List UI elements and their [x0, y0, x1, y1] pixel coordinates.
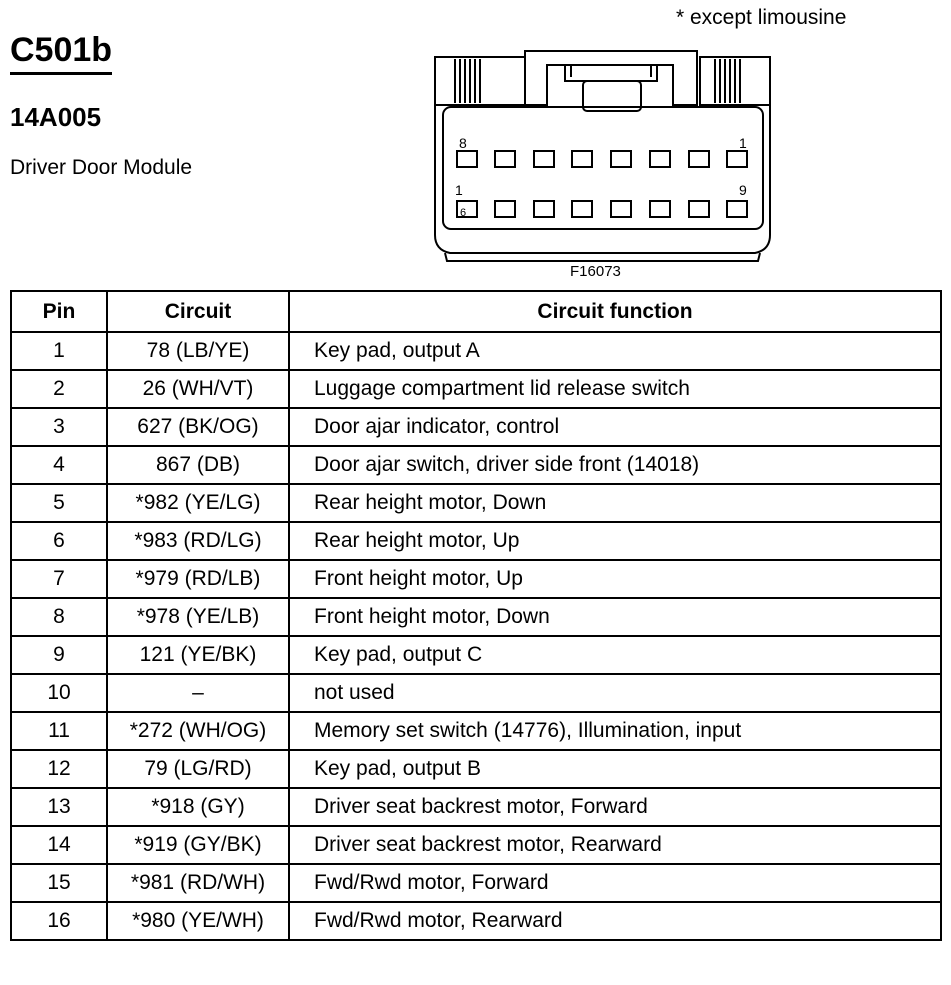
pin-number: 4: [11, 446, 107, 484]
pin-cavity: [689, 201, 709, 217]
pin-number: 1: [11, 332, 107, 370]
connector-face-diagram: [425, 45, 780, 263]
pin-cavity: [611, 201, 631, 217]
connector-id: C501b: [10, 30, 112, 75]
circuit-code: *918 (GY): [107, 788, 289, 826]
pin-cavity: [534, 151, 554, 167]
pin-number: 16: [11, 902, 107, 940]
pin-cavity: [689, 151, 709, 167]
pin-number: 14: [11, 826, 107, 864]
circuit-function: Key pad, output B: [289, 750, 941, 788]
circuit-code: 26 (WH/VT): [107, 370, 289, 408]
circuit-function: Door ajar indicator, control: [289, 408, 941, 446]
circuit-function: Front height motor, Down: [289, 598, 941, 636]
circuit-function: Fwd/Rwd motor, Rearward: [289, 902, 941, 940]
pin-number: 6: [11, 522, 107, 560]
pin-cavity: [727, 201, 747, 217]
pin-number: 13: [11, 788, 107, 826]
circuit-function: Door ajar switch, driver side front (14018): [289, 446, 941, 484]
part-number: 14A005: [10, 102, 102, 132]
circuit-code: *919 (GY/BK): [107, 826, 289, 864]
table-row: [11, 712, 941, 750]
table-row: [11, 788, 941, 826]
circuit-function: Front height motor, Up: [289, 560, 941, 598]
bottom-row-left-label: 1: [455, 182, 463, 198]
module-description: Driver Door Module: [10, 156, 193, 179]
circuit-function: Driver seat backrest motor, Forward: [289, 788, 941, 826]
table-row: [11, 674, 941, 712]
circuit-code: *979 (RD/LB): [107, 560, 289, 598]
locking-tab: [525, 51, 697, 105]
pin-number: 2: [11, 370, 107, 408]
figure-id: F16073: [570, 263, 621, 280]
table-row: [11, 750, 941, 788]
circuit-code: *980 (YE/WH): [107, 902, 289, 940]
top-row-left-label: 8: [459, 135, 467, 151]
pin-cavity: [650, 151, 670, 167]
pin-cavity: [534, 201, 554, 217]
circuit-code: *982 (YE/LG): [107, 484, 289, 522]
table-row: [11, 408, 941, 446]
pin-number: 7: [11, 560, 107, 598]
pin-cavity: [611, 151, 631, 167]
pin-cavity: [572, 201, 592, 217]
pin-number: 10: [11, 674, 107, 712]
circuit-function: Rear height motor, Up: [289, 522, 941, 560]
circuit-code: 867 (DB): [107, 446, 289, 484]
bottom-row-right-label: 9: [739, 182, 747, 198]
pin-number: 12: [11, 750, 107, 788]
circuit-function: not used: [289, 674, 941, 712]
header-circuit-function: Circuit function: [289, 291, 941, 332]
table-row: [11, 902, 941, 940]
table-row: [11, 522, 941, 560]
pin-number: 11: [11, 712, 107, 750]
circuit-code: 627 (BK/OG): [107, 408, 289, 446]
circuit-function: Fwd/Rwd motor, Forward: [289, 864, 941, 902]
top-row-right-label: 1: [739, 135, 747, 151]
header-pin: Pin: [11, 291, 107, 332]
pin-number: 9: [11, 636, 107, 674]
header-circuit: Circuit: [107, 291, 289, 332]
circuit-code: *983 (RD/LG): [107, 522, 289, 560]
circuit-function: Memory set switch (14776), Illumination, input: [289, 712, 941, 750]
circuit-code: *981 (RD/WH): [107, 864, 289, 902]
table-header-row: [11, 291, 941, 332]
pin-cavity: [572, 151, 592, 167]
pinout-table: [10, 290, 942, 941]
circuit-function: Luggage compartment lid release switch: [289, 370, 941, 408]
circuit-code: 78 (LB/YE): [107, 332, 289, 370]
circuit-code: 121 (YE/BK): [107, 636, 289, 674]
pin-cavity: [650, 201, 670, 217]
circuit-code: –: [107, 674, 289, 712]
pin-cavity: [495, 151, 515, 167]
pin-number: 8: [11, 598, 107, 636]
circuit-function: Driver seat backrest motor, Rearward: [289, 826, 941, 864]
connector-outer-shell: [435, 105, 770, 253]
table-row: [11, 864, 941, 902]
circuit-code: *978 (YE/LB): [107, 598, 289, 636]
table-row: [11, 598, 941, 636]
table-row: [11, 826, 941, 864]
circuit-code: *272 (WH/OG): [107, 712, 289, 750]
footnote-except-limousine: * except limousine: [676, 6, 847, 29]
bottom-row-left-sublabel: 6: [460, 207, 467, 219]
circuit-function: Key pad, output C: [289, 636, 941, 674]
pin-cavity: [457, 151, 477, 167]
connector-base-ridge: [445, 253, 760, 261]
circuit-function: Key pad, output A: [289, 332, 941, 370]
table-row: [11, 446, 941, 484]
pin-cavity: [727, 151, 747, 167]
pin-cavity: [495, 201, 515, 217]
pin-number: 15: [11, 864, 107, 902]
table-row: [11, 370, 941, 408]
circuit-function: Rear height motor, Down: [289, 484, 941, 522]
pin-number: 3: [11, 408, 107, 446]
circuit-code: 79 (LG/RD): [107, 750, 289, 788]
pin-number: 5: [11, 484, 107, 522]
table-row: [11, 560, 941, 598]
connector-inner-cavity: [443, 107, 763, 229]
table-row: [11, 636, 941, 674]
table-row: [11, 484, 941, 522]
table-row: [11, 332, 941, 370]
